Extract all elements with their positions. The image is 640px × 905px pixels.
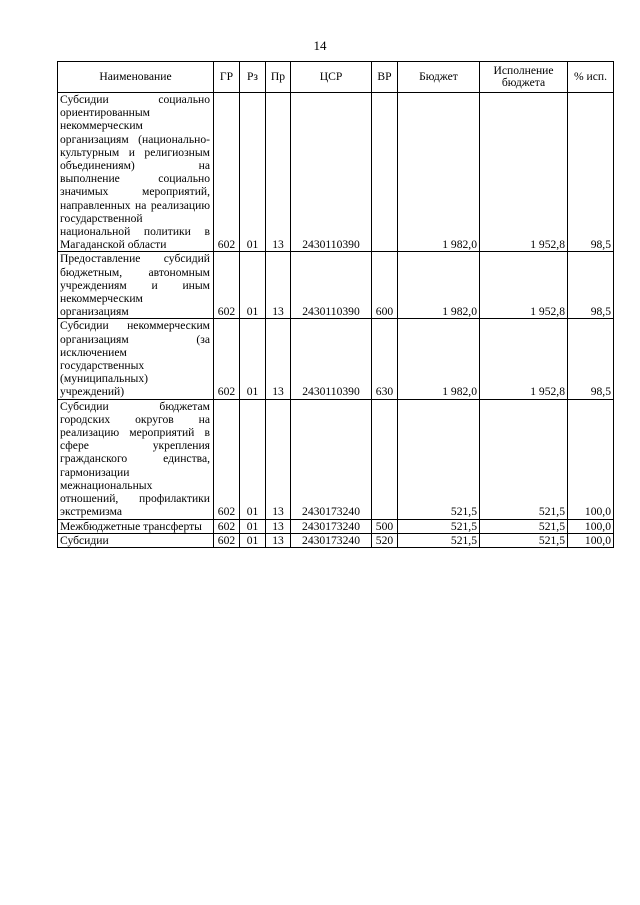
row-csr: 2430173240 [291,399,372,519]
row-execution: 1 952,8 [480,93,568,252]
header-vr: ВР [372,62,398,93]
header-execution: Исполнение бюджета [480,62,568,93]
row-name: Субсидии некоммерческим организациям (за исключением государственных (муниципальных) учреждений) [58,319,214,399]
table-row [58,319,614,399]
row-pr: 13 [266,399,291,519]
row-pr: 13 [266,533,291,547]
row-percent: 98,5 [568,93,614,252]
row-rz: 01 [240,519,266,533]
row-csr: 2430110390 [291,252,372,319]
header-percent: % исп. [568,62,614,93]
row-rz: 01 [240,399,266,519]
row-csr: 2430173240 [291,519,372,533]
row-percent: 100,0 [568,519,614,533]
table-row [58,93,614,252]
table-row [58,519,614,533]
table-row [58,399,614,519]
row-gr: 602 [214,319,240,399]
row-execution: 1 952,8 [480,252,568,319]
row-name: Субсидии бюджетам городских округов на реализацию мероприятий в сфере укрепления гражданского единства, гармонизации межнациональных отношений, профилактики экстремизма [58,399,214,519]
header-rz: Рз [240,62,266,93]
row-name: Субсидии социально ориентированным некоммерческим организациям (национально-культурным и религиозным объединениям) на выполнение социально значимых мероприятий, направленных на реализацию государственной национальной политики в Магаданской области [58,93,214,252]
row-rz: 01 [240,533,266,547]
row-csr: 2430110390 [291,319,372,399]
header-name: Наименование [58,62,214,93]
row-vr: 520 [372,533,398,547]
row-budget: 1 982,0 [398,93,480,252]
row-budget: 1 982,0 [398,252,480,319]
row-budget: 521,5 [398,519,480,533]
row-name: Субсидии [58,533,214,547]
row-gr: 602 [214,93,240,252]
table-header-row [58,62,614,93]
row-percent: 100,0 [568,399,614,519]
row-pr: 13 [266,252,291,319]
table-row [58,533,614,547]
row-percent: 100,0 [568,533,614,547]
row-name: Предоставление субсидий бюджетным, автономным учреждениям и иным некоммерческим организациям [58,252,214,319]
row-vr: 500 [372,519,398,533]
row-pr: 13 [266,519,291,533]
row-pr: 13 [266,319,291,399]
row-gr: 602 [214,399,240,519]
row-name: Межбюджетные трансферты [58,519,214,533]
row-execution: 521,5 [480,399,568,519]
row-rz: 01 [240,252,266,319]
header-gr: ГР [214,62,240,93]
row-rz: 01 [240,93,266,252]
row-rz: 01 [240,319,266,399]
row-csr: 2430110390 [291,93,372,252]
row-gr: 602 [214,252,240,319]
row-execution: 1 952,8 [480,319,568,399]
row-pr: 13 [266,93,291,252]
row-budget: 521,5 [398,533,480,547]
budget-execution-table [57,61,614,548]
row-vr [372,399,398,519]
row-gr: 602 [214,533,240,547]
page-number: 14 [313,38,327,53]
row-execution: 521,5 [480,533,568,547]
row-percent: 98,5 [568,319,614,399]
header-csr: ЦСР [291,62,372,93]
row-budget: 521,5 [398,399,480,519]
row-budget: 1 982,0 [398,319,480,399]
row-gr: 602 [214,519,240,533]
row-csr: 2430173240 [291,533,372,547]
row-execution: 521,5 [480,519,568,533]
header-pr: Пр [266,62,291,93]
table-row [58,252,614,319]
row-vr: 630 [372,319,398,399]
row-vr: 600 [372,252,398,319]
row-percent: 98,5 [568,252,614,319]
header-budget: Бюджет [398,62,480,93]
row-vr [372,93,398,252]
